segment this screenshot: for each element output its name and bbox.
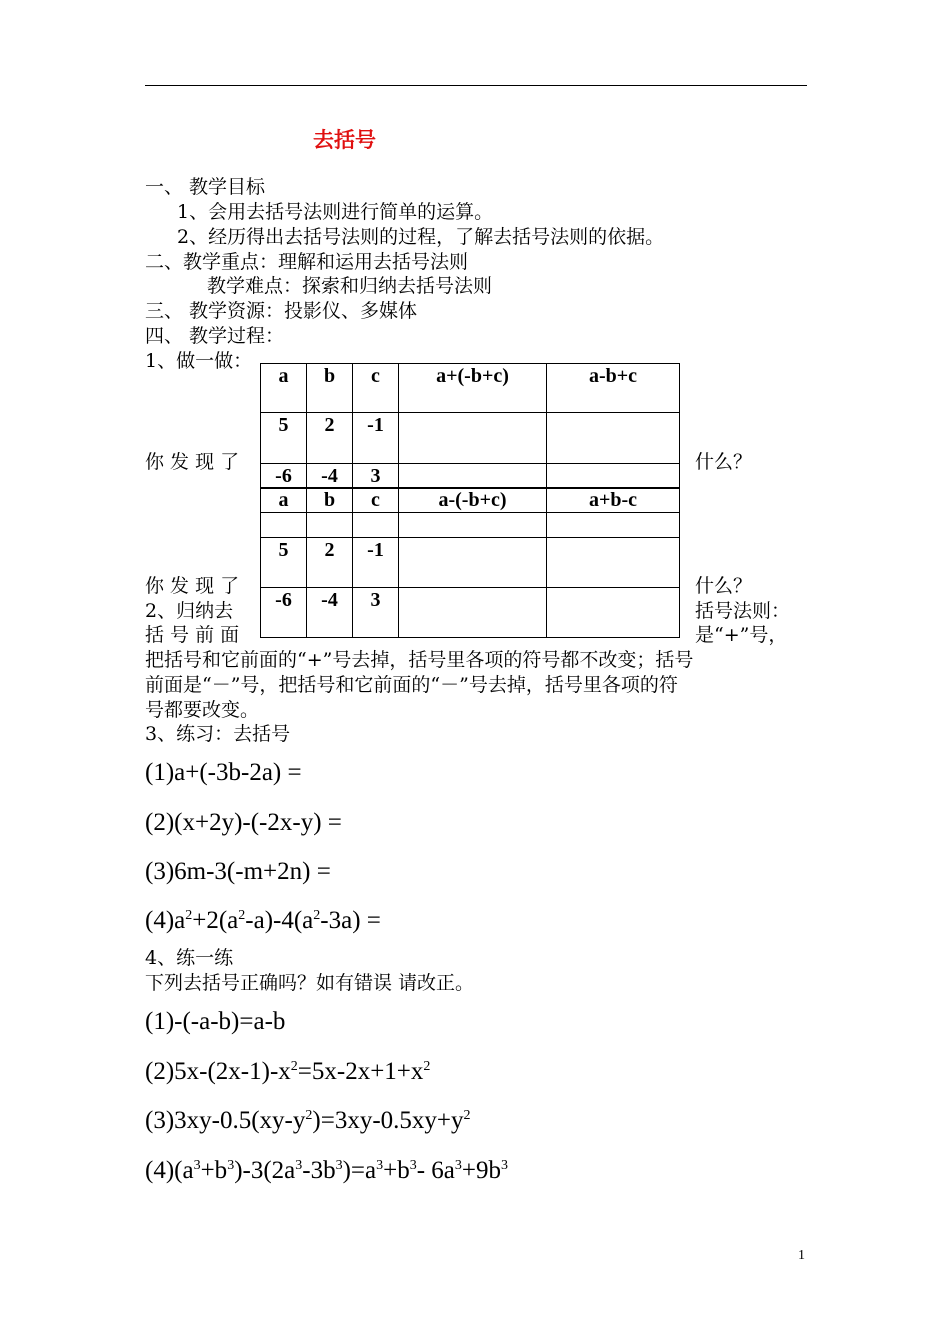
table-cell [261, 513, 307, 538]
exercise-4: $(4)a^2+2(a^2-a)-4(a^2-3a)$ = [145, 907, 381, 934]
table-row [261, 513, 680, 538]
table-cell: -1 [353, 413, 399, 464]
step-4-question: 下列去括号正确吗？如有错误 请改正。 [145, 972, 475, 994]
section-1-heading: 一、 教学目标 [145, 176, 266, 198]
discovery-prompt-right: 什么？ [695, 451, 753, 473]
table-cell: 5 [261, 413, 307, 464]
table-cell: c [353, 364, 399, 413]
table-cell: a+(-b+c) [399, 364, 547, 413]
discovery-prompt-right-2: 什么？ [695, 575, 753, 597]
table-cell: 3 [353, 464, 399, 489]
section-2-heading: 二、教学重点：理解和运用去括号法则 [145, 251, 469, 273]
table-cell [399, 413, 547, 464]
rule-text-1: 把括号和它前面的“+”号去掉，括号里各项的符号都不改变；括号 [145, 649, 694, 671]
table-row [261, 538, 680, 588]
table-cell [399, 464, 547, 489]
table-cell: a [261, 488, 307, 513]
table-cell: 3 [353, 588, 399, 638]
table-cell: a+b-c [547, 488, 680, 513]
table-cell: b [307, 364, 353, 413]
section-4-heading: 四、 教学过程： [145, 325, 285, 347]
table-cell [547, 464, 680, 489]
discovery-prompt-left: 你 发 现 了 [145, 451, 240, 473]
table-row [261, 464, 680, 489]
table-cell [547, 588, 680, 638]
step-1-label: 1、做一做： [145, 350, 253, 372]
table-cell [547, 513, 680, 538]
table-cell: b [307, 488, 353, 513]
table-cell: -6 [261, 588, 307, 638]
table-cell [547, 413, 680, 464]
table-cell [399, 588, 547, 638]
table-cell: c [353, 488, 399, 513]
table-cell: -4 [307, 464, 353, 489]
page-title: 去括号 [313, 127, 376, 152]
rule-text-3: 号都要改变。 [145, 699, 260, 721]
table-1 [260, 363, 680, 489]
check-1: (1)-(-a-b)=a-b [145, 1008, 286, 1035]
rule-text-2: 前面是“－”号，把括号和它前面的“－”号去掉，括号里各项的符 [145, 674, 678, 696]
objective-2: 2、经历得出去括号法则的过程，了解去括号法则的依据。 [177, 226, 665, 248]
rule-intro-left: 括 号 前 面 [145, 624, 240, 646]
step-2-label-left: 2、归纳去 [145, 600, 234, 622]
table-cell [547, 538, 680, 588]
exercise-2: (2)(x+2y)-(-2x-y) = [145, 809, 342, 836]
table-cell: a [261, 364, 307, 413]
section-3-heading: 三、 教学资源：投影仪、多媒体 [145, 300, 418, 322]
step-2-label-right: 括号法则： [695, 600, 791, 622]
table-cell: -4 [307, 588, 353, 638]
table-cell [399, 513, 547, 538]
table-row [261, 588, 680, 638]
table-cell [353, 513, 399, 538]
check-4: $(4)(a^3+b^3)-3(2a^3-3b^3)=a^3+b^3-$ $6a^3+9b^3$ [145, 1157, 509, 1184]
table-cell: a-b+c [547, 364, 680, 413]
exercise-1: (1)a+(-3b-2a) = [145, 759, 302, 786]
objective-1: 1、会用去括号法则进行简单的运算。 [177, 201, 494, 223]
table-row [261, 413, 680, 464]
table-cell [307, 513, 353, 538]
page-number: 1 [798, 1248, 805, 1263]
table-cell: 2 [307, 413, 353, 464]
difficulty-line: 教学难点：探索和归纳去括号法则 [207, 275, 493, 297]
table-2 [260, 487, 680, 638]
table-cell [399, 538, 547, 588]
table-cell: 5 [261, 538, 307, 588]
step-4-label: 4、练一练 [145, 947, 234, 969]
table-cell: 2 [307, 538, 353, 588]
table-cell: -6 [261, 464, 307, 489]
step-3-label: 3、练习：去括号 [145, 723, 291, 745]
table-cell: a-(-b+c) [399, 488, 547, 513]
rule-intro-right: 是“+”号， [695, 624, 788, 646]
table-cell: -1 [353, 538, 399, 588]
table-row [261, 364, 680, 413]
table-row [261, 488, 680, 513]
discovery-prompt-left-2: 你 发 现 了 [145, 575, 240, 597]
header-rule [145, 85, 807, 86]
check-3: $(3)3xy-0.5(xy-y^2)=3xy-0.5xy+y^2$ [145, 1107, 471, 1134]
check-2: $(2)5x-(2x-1)-x^2=5x-2x+1+x^2$ [145, 1058, 431, 1085]
exercise-3: (3)6m-3(-m+2n) = [145, 858, 331, 885]
